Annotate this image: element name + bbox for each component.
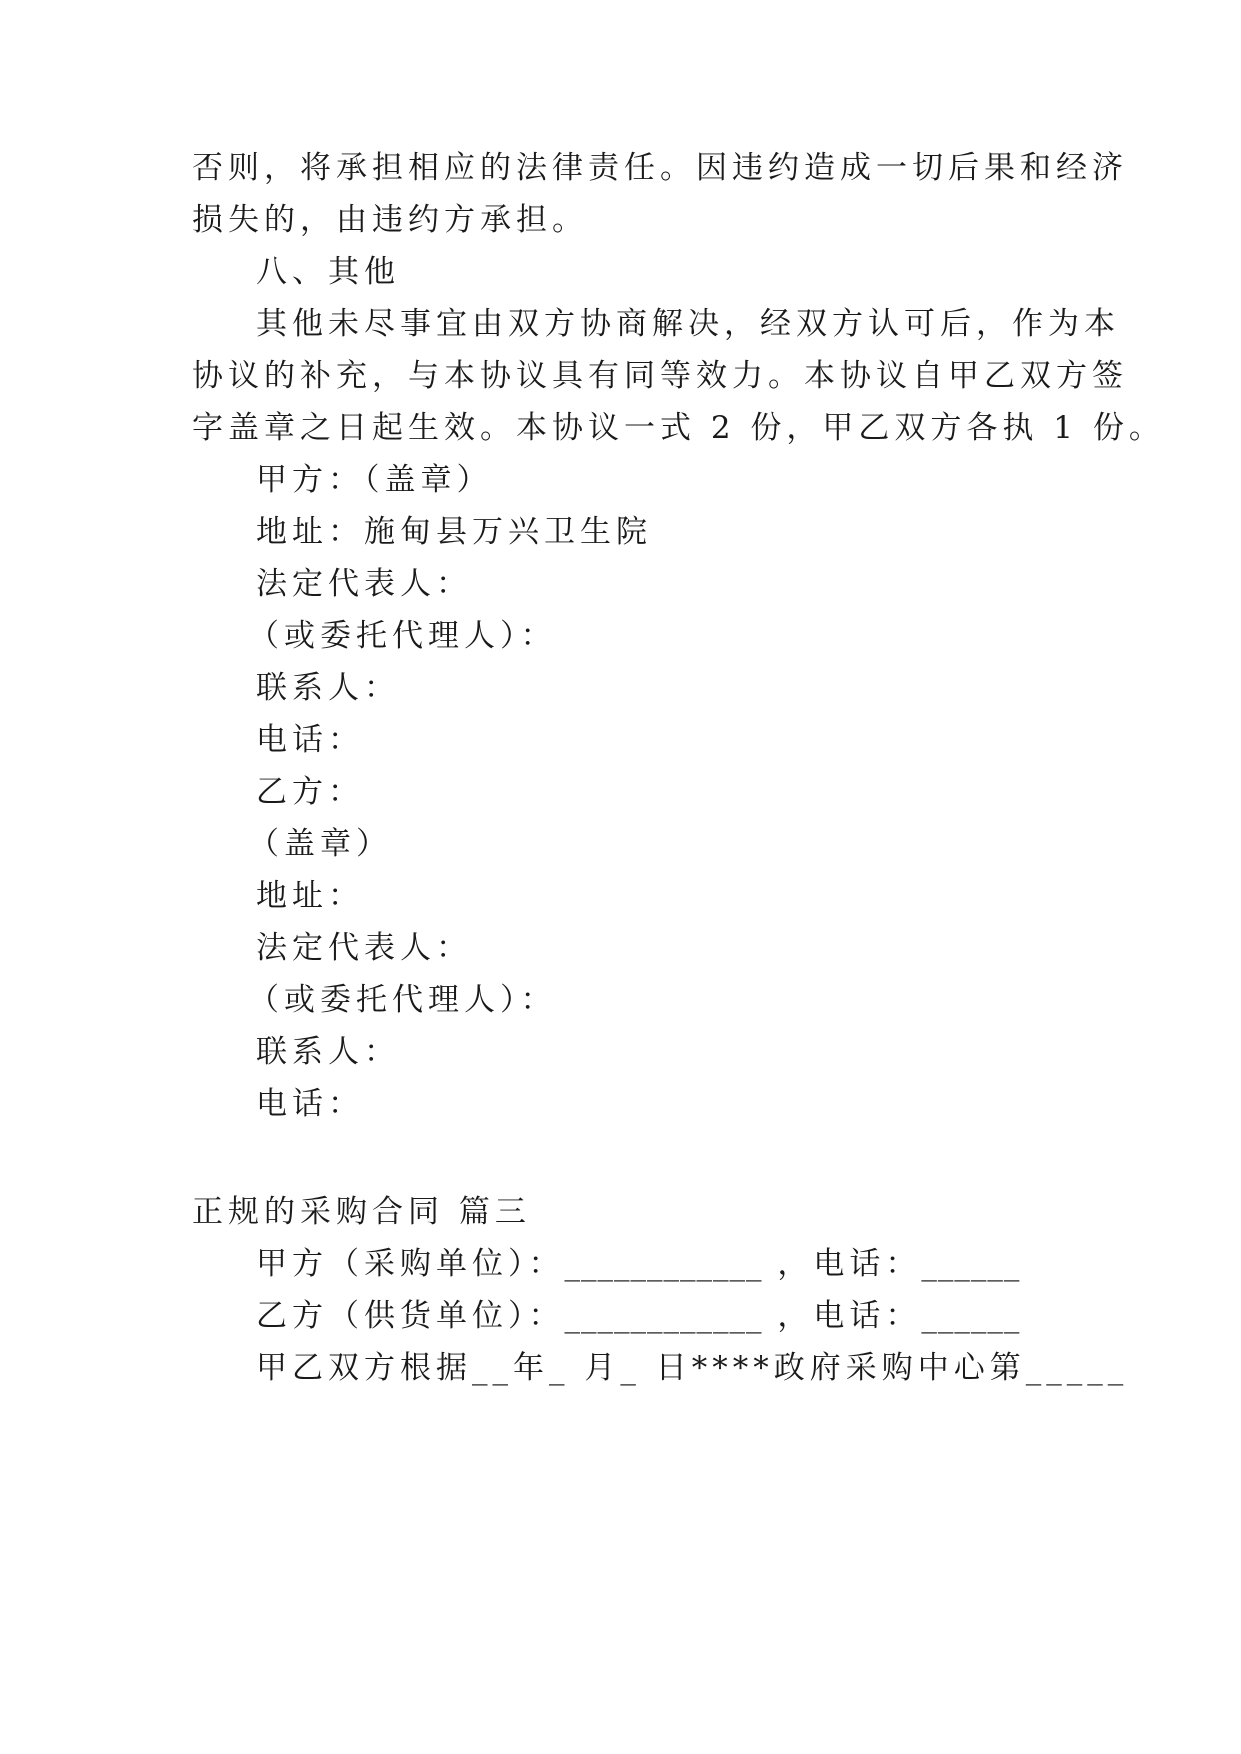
party-b-phone: 电话： bbox=[256, 1086, 364, 1122]
party-b-address: 地址： bbox=[256, 878, 364, 914]
buyer-label: 甲方（采购单位）： bbox=[256, 1246, 565, 1282]
party-a-contact: 联系人： bbox=[256, 670, 400, 706]
party-b-agent: （或委托代理人）： bbox=[248, 982, 557, 1018]
party-b-seal: （盖章） bbox=[248, 826, 392, 862]
party-b-title: 乙方： bbox=[256, 774, 364, 810]
section-3-heading: 正规的采购合同 篇三 bbox=[192, 1194, 531, 1230]
supplier-phone-label: ，电话： bbox=[777, 1298, 922, 1334]
supplier-label: 乙方（供货单位）： bbox=[256, 1298, 565, 1334]
body-line-5: 协议的补充，与本协议具有同等效力。本协议自甲乙双方签 bbox=[192, 358, 1128, 394]
party-a-seal: 甲方：（盖章） bbox=[256, 462, 493, 498]
basis-line: 甲乙双方根据__年_ 月_ 日****政府采购中心第_____ bbox=[256, 1350, 1129, 1386]
body-line-1: 否则，将承担相应的法律责任。因违约造成一切后果和经济 bbox=[192, 150, 1128, 186]
buyer-line bbox=[256, 1244, 1020, 1284]
supplier-phone-blank: ______ bbox=[921, 1298, 1021, 1334]
party-a-legal-rep: 法定代表人： bbox=[256, 566, 472, 602]
party-a-agent: （或委托代理人）： bbox=[248, 618, 557, 654]
party-a-phone: 电话： bbox=[256, 722, 364, 758]
body-line-4: 其他未尽事宜由双方协商解决，经双方认可后，作为本 bbox=[256, 306, 1120, 342]
section-8-heading: 八、其他 bbox=[256, 254, 400, 290]
buyer-phone-blank: ______ bbox=[921, 1246, 1021, 1282]
buyer-phone-label: ，电话： bbox=[777, 1246, 922, 1282]
party-b-legal-rep: 法定代表人： bbox=[256, 930, 472, 966]
body-line-6: 字盖章之日起生效。本协议一式 2 份，甲乙双方各执 1 份。 bbox=[192, 410, 1165, 446]
party-b-contact: 联系人： bbox=[256, 1034, 400, 1070]
body-line-2: 损失的，由违约方承担。 bbox=[192, 202, 588, 238]
supplier-name-blank: ____________ bbox=[564, 1298, 763, 1334]
supplier-line bbox=[256, 1296, 1020, 1336]
buyer-name-blank: ____________ bbox=[564, 1246, 763, 1282]
party-a-address: 地址：施甸县万兴卫生院 bbox=[256, 514, 652, 550]
